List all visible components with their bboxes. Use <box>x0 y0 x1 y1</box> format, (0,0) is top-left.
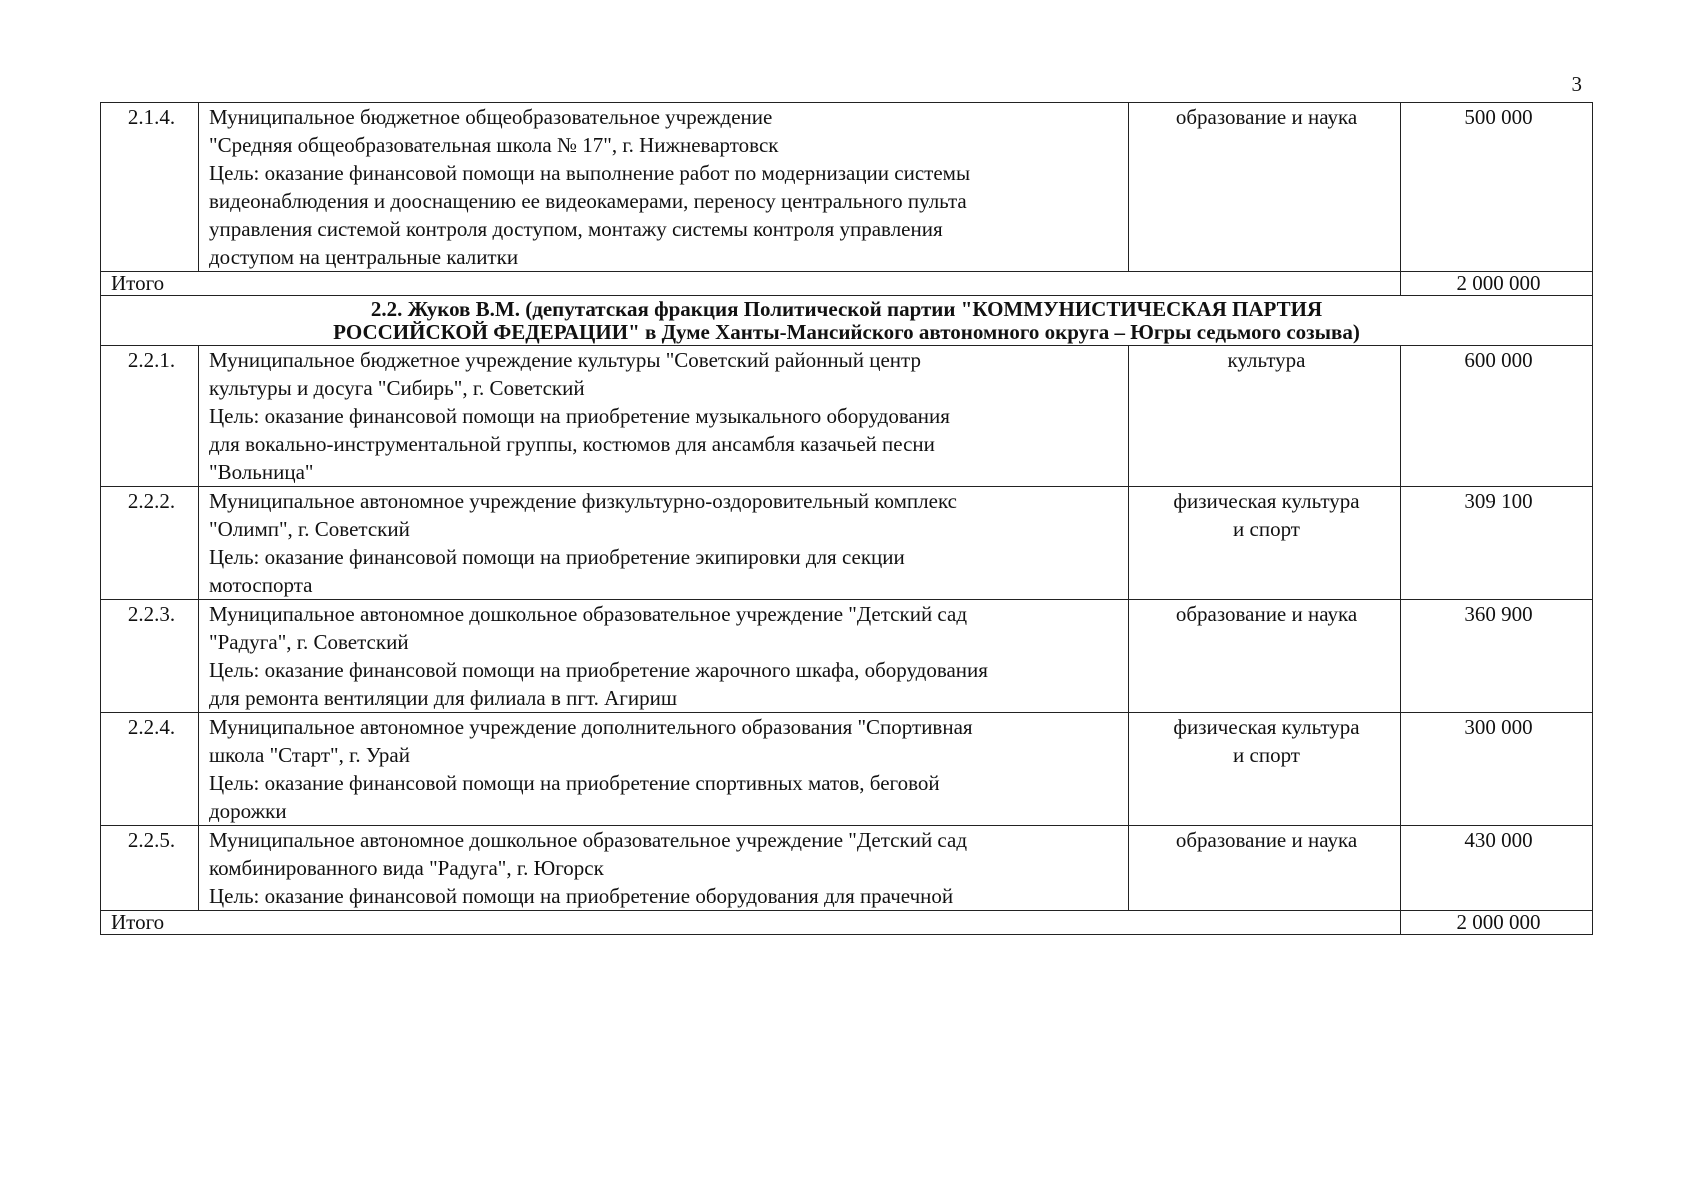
row-description: Муниципальное автономное дошкольное образовательное учреждение "Детский сад "Радуга", г. Советский Цель: оказание финансовой помощи на приобретение жарочного шкафа, оборудования для ремонта вентиляции для филиала в пгт. Агириш <box>199 600 1129 713</box>
total-label: Итого <box>101 272 1401 296</box>
table-row <box>101 487 1593 600</box>
row-description: Муниципальное автономное учреждение физкультурно-оздоровительный комплекс "Олимп", г. Советский Цель: оказание финансовой помощи на приобретение экипировки для секции мотоспорта <box>199 487 1129 600</box>
funding-table <box>100 102 1593 935</box>
total-row <box>101 911 1593 935</box>
row-category: физическая культура и спорт <box>1129 487 1401 600</box>
row-description: Муниципальное автономное дошкольное образовательное учреждение "Детский сад комбинированного вида "Радуга", г. Югорск Цель: оказание финансовой помощи на приобретение оборудования для прачечной <box>199 826 1129 911</box>
row-description: Муниципальное автономное учреждение дополнительного образования "Спортивная школа "Старт", г. Урай Цель: оказание финансовой помощи на приобретение спортивных матов, беговой дорожки <box>199 713 1129 826</box>
row-number: 2.1.4. <box>101 103 199 272</box>
row-category: образование и наука <box>1129 103 1401 272</box>
row-amount: 309 100 <box>1401 487 1593 600</box>
total-label: Итого <box>101 911 1401 935</box>
row-number: 2.2.4. <box>101 713 199 826</box>
row-amount: 500 000 <box>1401 103 1593 272</box>
table-row <box>101 713 1593 826</box>
row-number: 2.2.3. <box>101 600 199 713</box>
total-amount: 2 000 000 <box>1401 272 1593 296</box>
row-amount: 300 000 <box>1401 713 1593 826</box>
table-row <box>101 826 1593 911</box>
row-description: Муниципальное бюджетное учреждение культуры "Советский районный центр культуры и досуга "Сибирь", г. Советский Цель: оказание финансовой помощи на приобретение музыкального оборудования для вокально-инструментальной группы, костюмов для ансамбля казачьей песни "Вольница" <box>199 346 1129 487</box>
row-category: образование и наука <box>1129 826 1401 911</box>
total-amount: 2 000 000 <box>1401 911 1593 935</box>
section-heading <box>101 296 1593 346</box>
row-number: 2.2.2. <box>101 487 199 600</box>
row-number: 2.2.1. <box>101 346 199 487</box>
table-row <box>101 346 1593 487</box>
row-number: 2.2.5. <box>101 826 199 911</box>
page-number: 3 <box>1571 72 1582 96</box>
table-row <box>101 600 1593 713</box>
row-category: культура <box>1129 346 1401 487</box>
row-description: Муниципальное бюджетное общеобразовательное учреждение "Средняя общеобразовательная школа № 17", г. Нижневартовск Цель: оказание финансовой помощи на выполнение работ по модернизации системы видеонаблюдения и дооснащению ее видеокамерами, переносу центрального пульта управления системой контроля доступом, монтажу системы контроля управления доступом на центральные калитки <box>199 103 1129 272</box>
row-category: физическая культура и спорт <box>1129 713 1401 826</box>
total-row <box>101 272 1593 296</box>
table-row <box>101 103 1593 272</box>
row-amount: 600 000 <box>1401 346 1593 487</box>
row-category: образование и наука <box>1129 600 1401 713</box>
row-amount: 360 900 <box>1401 600 1593 713</box>
section-title: 2.2. Жуков В.М. (депутатская фракция Политической партии "КОММУНИСТИЧЕСКАЯ ПАРТИЯ РОССИЙСКОЙ ФЕДЕРАЦИИ" в Думе Ханты-Мансийского автономного округа – Югры седьмого созыва) <box>101 296 1593 346</box>
row-amount: 430 000 <box>1401 826 1593 911</box>
